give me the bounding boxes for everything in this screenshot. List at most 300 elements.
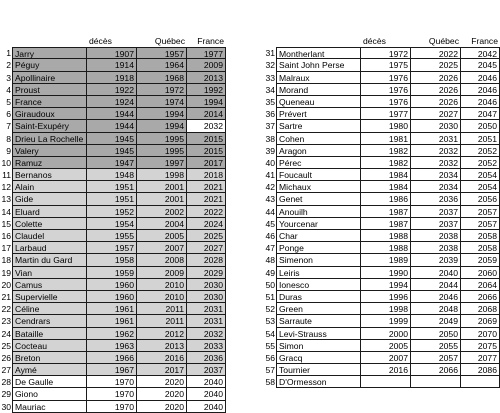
table-row[interactable] xyxy=(262,364,500,376)
deces-cell[interactable]: 1972 xyxy=(361,47,411,59)
table-row[interactable] xyxy=(262,157,500,169)
author-name-cell[interactable]: Proust xyxy=(12,84,87,96)
deces-cell[interactable]: 1999 xyxy=(361,315,411,327)
deces-cell[interactable]: 1944 xyxy=(87,108,137,120)
deces-cell[interactable]: 1963 xyxy=(87,340,137,352)
table-row[interactable] xyxy=(0,364,226,376)
author-name-cell[interactable]: Levi-Strauss xyxy=(276,328,361,340)
author-name-cell[interactable]: Valery xyxy=(12,145,87,157)
deces-header[interactable]: décès xyxy=(363,36,386,46)
table-row[interactable] xyxy=(0,108,226,120)
table-row[interactable] xyxy=(262,169,500,181)
deces-cell[interactable]: 1918 xyxy=(87,72,137,84)
table-row[interactable] xyxy=(262,193,500,205)
table-row[interactable] xyxy=(262,181,500,193)
france-cell[interactable]: 2075 xyxy=(461,340,500,352)
quebec-cell[interactable]: 2011 xyxy=(137,303,187,315)
author-name-cell[interactable]: Ionesco xyxy=(276,279,361,291)
author-name-cell[interactable]: Drieu La Rochelle xyxy=(12,133,87,145)
author-name-cell[interactable]: Queneau xyxy=(276,96,361,108)
author-name-cell[interactable]: Ramuz xyxy=(12,157,87,169)
quebec-cell[interactable]: 2038 xyxy=(411,230,461,242)
deces-cell[interactable]: 1970 xyxy=(87,388,137,400)
quebec-cell[interactable]: 2008 xyxy=(137,254,187,266)
deces-cell[interactable]: 1996 xyxy=(361,291,411,303)
france-cell[interactable]: 2009 xyxy=(187,59,226,71)
france-cell[interactable]: 2057 xyxy=(461,218,500,230)
france-cell[interactable]: 2022 xyxy=(187,206,226,218)
table-row[interactable] xyxy=(0,84,226,96)
france-cell[interactable]: 2086 xyxy=(461,364,500,376)
table-row[interactable] xyxy=(0,352,226,364)
quebec-cell[interactable]: 2032 xyxy=(411,145,461,157)
deces-cell[interactable] xyxy=(361,376,411,388)
france-cell[interactable]: 2070 xyxy=(461,328,500,340)
author-name-cell[interactable]: Alain xyxy=(12,181,87,193)
quebec-cell[interactable]: 2030 xyxy=(411,120,461,132)
table-row[interactable] xyxy=(262,352,500,364)
table-row[interactable] xyxy=(0,376,226,388)
quebec-cell[interactable]: 2038 xyxy=(411,242,461,254)
france-cell[interactable]: 2059 xyxy=(461,254,500,266)
quebec-cell[interactable]: 2004 xyxy=(137,218,187,230)
author-name-cell[interactable]: Apollinaire xyxy=(12,72,87,84)
quebec-cell[interactable]: 2049 xyxy=(411,315,461,327)
france-cell[interactable]: 2046 xyxy=(461,72,500,84)
france-cell[interactable]: 2028 xyxy=(187,254,226,266)
table-row[interactable] xyxy=(0,218,226,230)
row-number: 1 xyxy=(6,48,11,59)
quebec-cell[interactable]: 2005 xyxy=(137,230,187,242)
quebec-cell[interactable]: 2026 xyxy=(411,72,461,84)
author-name-cell[interactable]: Colette xyxy=(12,218,87,230)
deces-cell[interactable]: 1961 xyxy=(87,315,137,327)
table-row[interactable] xyxy=(262,267,500,279)
france-header[interactable]: France xyxy=(197,36,224,46)
deces-cell[interactable]: 1981 xyxy=(361,133,411,145)
author-name-cell[interactable]: Aragon xyxy=(276,145,361,157)
deces-cell[interactable]: 1977 xyxy=(361,108,411,120)
table-row[interactable] xyxy=(262,120,500,132)
author-name-cell[interactable]: Larbaud xyxy=(12,242,87,254)
quebec-cell[interactable]: 1964 xyxy=(137,59,187,71)
france-cell[interactable]: 2040 xyxy=(187,401,226,413)
france-cell[interactable]: 2031 xyxy=(187,303,226,315)
quebec-cell[interactable]: 1968 xyxy=(137,72,187,84)
table-row[interactable] xyxy=(262,133,500,145)
france-cell[interactable]: 2037 xyxy=(187,364,226,376)
quebec-cell[interactable]: 2039 xyxy=(411,254,461,266)
quebec-cell[interactable]: 2016 xyxy=(137,352,187,364)
france-cell[interactable]: 2014 xyxy=(187,108,226,120)
author-name-cell[interactable]: Martin du Gard xyxy=(12,254,87,266)
quebec-cell[interactable]: 1972 xyxy=(137,84,187,96)
france-cell[interactable]: 2060 xyxy=(461,267,500,279)
table-row[interactable] xyxy=(0,133,226,145)
france-cell[interactable]: 2024 xyxy=(187,218,226,230)
quebec-header[interactable]: Québec xyxy=(428,36,459,46)
quebec-cell[interactable]: 2027 xyxy=(411,108,461,120)
quebec-cell[interactable]: 2032 xyxy=(411,157,461,169)
deces-header[interactable]: décès xyxy=(89,36,112,46)
table-row[interactable] xyxy=(0,254,226,266)
deces-cell[interactable]: 1914 xyxy=(87,59,137,71)
deces-cell[interactable]: 2005 xyxy=(361,340,411,352)
table-row[interactable] xyxy=(262,206,500,218)
quebec-cell[interactable]: 2010 xyxy=(137,291,187,303)
france-cell[interactable] xyxy=(461,376,500,388)
france-cell[interactable]: 2030 xyxy=(187,291,226,303)
quebec-cell[interactable]: 2026 xyxy=(411,96,461,108)
author-name-cell[interactable]: Sartre xyxy=(276,120,361,132)
france-cell[interactable]: 2017 xyxy=(187,157,226,169)
deces-cell[interactable]: 1994 xyxy=(361,279,411,291)
quebec-cell[interactable]: 1995 xyxy=(137,133,187,145)
france-cell[interactable]: 2033 xyxy=(187,340,226,352)
table-row[interactable] xyxy=(0,206,226,218)
author-name-cell[interactable]: Cocteau xyxy=(12,340,87,352)
deces-cell[interactable]: 1990 xyxy=(361,267,411,279)
quebec-cell[interactable]: 2022 xyxy=(411,47,461,59)
france-cell[interactable]: 2056 xyxy=(461,193,500,205)
france-cell[interactable]: 2040 xyxy=(187,388,226,400)
table-row[interactable] xyxy=(262,96,500,108)
quebec-cell[interactable]: 2017 xyxy=(137,364,187,376)
france-cell[interactable]: 2052 xyxy=(461,157,500,169)
table-row[interactable] xyxy=(262,218,500,230)
france-cell[interactable]: 2036 xyxy=(187,352,226,364)
author-name-cell[interactable]: France xyxy=(12,96,87,108)
deces-cell[interactable]: 1970 xyxy=(87,376,137,388)
quebec-cell[interactable]: 2007 xyxy=(137,242,187,254)
deces-cell[interactable]: 1960 xyxy=(87,291,137,303)
deces-cell[interactable]: 1944 xyxy=(87,120,137,132)
deces-cell[interactable]: 1955 xyxy=(87,230,137,242)
quebec-cell[interactable]: 2037 xyxy=(411,206,461,218)
table-row[interactable] xyxy=(0,340,226,352)
france-cell[interactable]: 2027 xyxy=(187,242,226,254)
table-row[interactable] xyxy=(0,120,226,132)
author-name-cell[interactable]: Foucault xyxy=(276,169,361,181)
france-cell[interactable]: 2029 xyxy=(187,267,226,279)
france-cell[interactable]: 2064 xyxy=(461,279,500,291)
author-name-cell[interactable]: Simenon xyxy=(276,254,361,266)
quebec-cell[interactable]: 2013 xyxy=(137,340,187,352)
deces-cell[interactable]: 1987 xyxy=(361,218,411,230)
deces-cell[interactable]: 1922 xyxy=(87,84,137,96)
france-cell[interactable]: 2058 xyxy=(461,242,500,254)
france-cell[interactable]: 2046 xyxy=(461,96,500,108)
table-row[interactable] xyxy=(0,315,226,327)
author-name-cell[interactable]: Péguy xyxy=(12,59,87,71)
row-number: 57 xyxy=(265,365,275,376)
table-row[interactable] xyxy=(0,303,226,315)
table-row[interactable] xyxy=(262,72,500,84)
deces-cell[interactable]: 1982 xyxy=(361,145,411,157)
quebec-cell[interactable]: 2048 xyxy=(411,303,461,315)
table-row[interactable] xyxy=(0,193,226,205)
author-name-cell[interactable]: Jarry xyxy=(12,47,87,59)
author-name-cell[interactable]: Vian xyxy=(12,267,87,279)
table-row[interactable] xyxy=(0,279,226,291)
deces-cell[interactable]: 2007 xyxy=(361,352,411,364)
deces-cell[interactable]: 1948 xyxy=(87,169,137,181)
quebec-cell[interactable]: 1957 xyxy=(137,47,187,59)
france-cell[interactable]: 2032 xyxy=(187,120,226,132)
france-cell[interactable]: 2066 xyxy=(461,291,500,303)
deces-cell[interactable]: 1945 xyxy=(87,145,137,157)
france-cell[interactable]: 2054 xyxy=(461,169,500,181)
author-name-cell[interactable]: Supervielle xyxy=(12,291,87,303)
table-row[interactable] xyxy=(0,401,226,413)
deces-cell[interactable]: 1976 xyxy=(361,84,411,96)
quebec-cell[interactable]: 2046 xyxy=(411,291,461,303)
author-name-cell[interactable]: Tournier xyxy=(276,364,361,376)
table-row[interactable] xyxy=(262,291,500,303)
table-row[interactable] xyxy=(262,145,500,157)
table-row[interactable] xyxy=(262,242,500,254)
france-cell[interactable]: 2040 xyxy=(187,376,226,388)
author-name-cell[interactable]: Aymé xyxy=(12,364,87,376)
france-cell[interactable]: 2058 xyxy=(461,230,500,242)
deces-cell[interactable]: 1970 xyxy=(87,401,137,413)
author-name-cell[interactable]: Genet xyxy=(276,193,361,205)
deces-cell[interactable]: 1998 xyxy=(361,303,411,315)
table-row[interactable] xyxy=(0,145,226,157)
quebec-cell[interactable]: 2010 xyxy=(137,279,187,291)
france-cell[interactable]: 2050 xyxy=(461,120,500,132)
deces-cell[interactable]: 1924 xyxy=(87,96,137,108)
france-cell[interactable]: 2077 xyxy=(461,352,500,364)
france-cell[interactable]: 2054 xyxy=(461,181,500,193)
quebec-cell[interactable]: 2040 xyxy=(411,267,461,279)
deces-cell[interactable]: 1976 xyxy=(361,72,411,84)
table-row[interactable] xyxy=(0,388,226,400)
deces-cell[interactable]: 1958 xyxy=(87,254,137,266)
quebec-cell[interactable]: 2012 xyxy=(137,328,187,340)
author-name-cell[interactable]: Michaux xyxy=(276,181,361,193)
deces-cell[interactable]: 1987 xyxy=(361,206,411,218)
table-row[interactable] xyxy=(0,328,226,340)
deces-cell[interactable]: 1966 xyxy=(87,352,137,364)
france-cell[interactable]: 2042 xyxy=(461,47,500,59)
author-name-cell[interactable]: Claudel xyxy=(12,230,87,242)
france-cell[interactable]: 1977 xyxy=(187,47,226,59)
table-row[interactable] xyxy=(0,291,226,303)
quebec-cell[interactable]: 1998 xyxy=(137,169,187,181)
quebec-cell[interactable]: 2026 xyxy=(411,84,461,96)
france-cell[interactable]: 1992 xyxy=(187,84,226,96)
deces-cell[interactable]: 1960 xyxy=(87,279,137,291)
table-row[interactable] xyxy=(0,181,226,193)
deces-cell[interactable]: 1907 xyxy=(87,47,137,59)
quebec-cell[interactable]: 2020 xyxy=(137,388,187,400)
table-row[interactable] xyxy=(0,267,226,279)
france-cell[interactable]: 2045 xyxy=(461,59,500,71)
quebec-cell[interactable]: 2034 xyxy=(411,181,461,193)
france-cell[interactable]: 2025 xyxy=(187,230,226,242)
quebec-cell[interactable]: 2011 xyxy=(137,315,187,327)
quebec-cell[interactable]: 2020 xyxy=(137,376,187,388)
france-cell[interactable]: 2032 xyxy=(187,328,226,340)
quebec-cell[interactable]: 2001 xyxy=(137,181,187,193)
quebec-cell[interactable]: 2002 xyxy=(137,206,187,218)
author-name-cell[interactable]: Saint John Perse xyxy=(276,59,361,71)
quebec-cell[interactable]: 2066 xyxy=(411,364,461,376)
quebec-cell[interactable]: 2025 xyxy=(411,59,461,71)
author-name-cell[interactable]: Duras xyxy=(276,291,361,303)
france-cell[interactable]: 2013 xyxy=(187,72,226,84)
author-name-cell[interactable]: Céline xyxy=(12,303,87,315)
france-cell[interactable]: 2021 xyxy=(187,193,226,205)
deces-cell[interactable]: 1952 xyxy=(87,206,137,218)
quebec-cell[interactable]: 2050 xyxy=(411,328,461,340)
table-row[interactable] xyxy=(262,59,500,71)
france-cell[interactable]: 2015 xyxy=(187,145,226,157)
quebec-cell[interactable]: 2009 xyxy=(137,267,187,279)
quebec-cell[interactable]: 2020 xyxy=(137,401,187,413)
author-name-cell[interactable]: Ponge xyxy=(276,242,361,254)
table-row[interactable] xyxy=(0,96,226,108)
france-cell[interactable]: 2046 xyxy=(461,84,500,96)
table-row[interactable] xyxy=(262,303,500,315)
france-cell[interactable]: 2047 xyxy=(461,108,500,120)
author-name-cell[interactable]: De Gaulle xyxy=(12,376,87,388)
author-name-cell[interactable]: Bataille xyxy=(12,328,87,340)
table-row[interactable] xyxy=(262,328,500,340)
quebec-cell[interactable]: 2055 xyxy=(411,340,461,352)
table-row[interactable] xyxy=(262,230,500,242)
quebec-cell[interactable]: 2044 xyxy=(411,279,461,291)
quebec-cell[interactable]: 2057 xyxy=(411,352,461,364)
author-name-cell[interactable]: Eluard xyxy=(12,206,87,218)
deces-cell[interactable]: 1947 xyxy=(87,157,137,169)
france-cell[interactable]: 1994 xyxy=(187,96,226,108)
france-cell[interactable]: 2030 xyxy=(187,279,226,291)
table-row[interactable] xyxy=(0,47,226,59)
table-row[interactable] xyxy=(262,376,500,388)
deces-cell[interactable]: 1980 xyxy=(361,120,411,132)
author-name-cell[interactable]: Camus xyxy=(12,279,87,291)
deces-cell[interactable]: 2016 xyxy=(361,364,411,376)
author-name-cell[interactable]: Char xyxy=(276,230,361,242)
table-row[interactable] xyxy=(0,230,226,242)
deces-cell[interactable]: 1951 xyxy=(87,181,137,193)
france-cell[interactable]: 2069 xyxy=(461,315,500,327)
deces-cell[interactable]: 1984 xyxy=(361,181,411,193)
table-row[interactable] xyxy=(0,169,226,181)
france-cell[interactable]: 2015 xyxy=(187,133,226,145)
author-name-cell[interactable]: Malraux xyxy=(276,72,361,84)
france-cell[interactable]: 2052 xyxy=(461,145,500,157)
quebec-cell[interactable]: 2031 xyxy=(411,133,461,145)
quebec-cell[interactable] xyxy=(411,376,461,388)
author-name-cell[interactable]: Anouilh xyxy=(276,206,361,218)
france-cell[interactable]: 2068 xyxy=(461,303,500,315)
author-name-cell[interactable]: Green xyxy=(276,303,361,315)
deces-cell[interactable]: 1967 xyxy=(87,364,137,376)
author-name-cell[interactable]: Cohen xyxy=(276,133,361,145)
deces-cell[interactable]: 1986 xyxy=(361,193,411,205)
author-name-cell[interactable]: Yourcenar xyxy=(276,218,361,230)
deces-cell[interactable]: 1984 xyxy=(361,169,411,181)
table-row[interactable] xyxy=(0,72,226,84)
table-row[interactable] xyxy=(262,84,500,96)
row-number: 4 xyxy=(6,84,11,95)
quebec-cell[interactable]: 1995 xyxy=(137,145,187,157)
deces-cell[interactable]: 1961 xyxy=(87,303,137,315)
author-name-cell[interactable]: Prévert xyxy=(276,108,361,120)
france-cell[interactable]: 2031 xyxy=(187,315,226,327)
france-cell[interactable]: 2051 xyxy=(461,133,500,145)
deces-cell[interactable]: 1945 xyxy=(87,133,137,145)
deces-cell[interactable]: 1976 xyxy=(361,96,411,108)
author-name-cell[interactable]: Cendrars xyxy=(12,315,87,327)
deces-cell[interactable]: 2000 xyxy=(361,328,411,340)
quebec-cell[interactable]: 2034 xyxy=(411,169,461,181)
deces-cell[interactable]: 1982 xyxy=(361,157,411,169)
table-row[interactable] xyxy=(0,157,226,169)
deces-cell[interactable]: 1988 xyxy=(361,230,411,242)
author-name-cell[interactable]: Saint-Exupéry xyxy=(12,120,87,132)
table-row[interactable] xyxy=(0,59,226,71)
author-name-cell[interactable]: Mauriac xyxy=(12,401,87,413)
france-cell[interactable]: 2057 xyxy=(461,206,500,218)
author-name-cell[interactable]: Gracq xyxy=(276,352,361,364)
quebec-cell[interactable]: 1994 xyxy=(137,120,187,132)
author-name-cell[interactable]: Giono xyxy=(12,388,87,400)
table-row[interactable] xyxy=(262,47,500,59)
table-row[interactable] xyxy=(262,340,500,352)
row-number: 26 xyxy=(1,352,11,363)
table-row[interactable] xyxy=(262,108,500,120)
quebec-cell[interactable]: 2037 xyxy=(411,218,461,230)
deces-cell[interactable]: 1962 xyxy=(87,328,137,340)
deces-cell[interactable]: 1975 xyxy=(361,59,411,71)
deces-cell[interactable]: 1989 xyxy=(361,254,411,266)
quebec-header[interactable]: Québec xyxy=(154,36,185,46)
france-header[interactable]: France xyxy=(471,36,498,46)
author-name-cell[interactable]: Giraudoux xyxy=(12,108,87,120)
author-name-cell[interactable]: Leiris xyxy=(276,267,361,279)
author-name-cell[interactable]: D'Ormesson xyxy=(276,376,361,388)
author-name-cell[interactable]: Montherlant xyxy=(276,47,361,59)
deces-cell[interactable]: 1951 xyxy=(87,193,137,205)
quebec-cell[interactable]: 1994 xyxy=(137,108,187,120)
deces-cell[interactable]: 1959 xyxy=(87,267,137,279)
france-cell[interactable]: 2021 xyxy=(187,181,226,193)
table-row[interactable] xyxy=(262,315,500,327)
table-row[interactable] xyxy=(262,279,500,291)
author-name-cell[interactable]: Simon xyxy=(276,340,361,352)
author-name-cell[interactable]: Morand xyxy=(276,84,361,96)
quebec-cell[interactable]: 2036 xyxy=(411,193,461,205)
deces-cell[interactable]: 1988 xyxy=(361,242,411,254)
author-name-cell[interactable]: Breton xyxy=(12,352,87,364)
quebec-cell[interactable]: 2001 xyxy=(137,193,187,205)
author-name-cell[interactable]: Gide xyxy=(12,193,87,205)
author-name-cell[interactable]: Bernanos xyxy=(12,169,87,181)
deces-cell[interactable]: 1954 xyxy=(87,218,137,230)
quebec-cell[interactable]: 1974 xyxy=(137,96,187,108)
quebec-cell[interactable]: 1997 xyxy=(137,157,187,169)
table-row[interactable] xyxy=(0,242,226,254)
table-row[interactable] xyxy=(262,254,500,266)
author-name-cell[interactable]: Pérec xyxy=(276,157,361,169)
author-name-cell[interactable]: Sarraute xyxy=(276,315,361,327)
deces-cell[interactable]: 1957 xyxy=(87,242,137,254)
france-cell[interactable]: 2018 xyxy=(187,169,226,181)
